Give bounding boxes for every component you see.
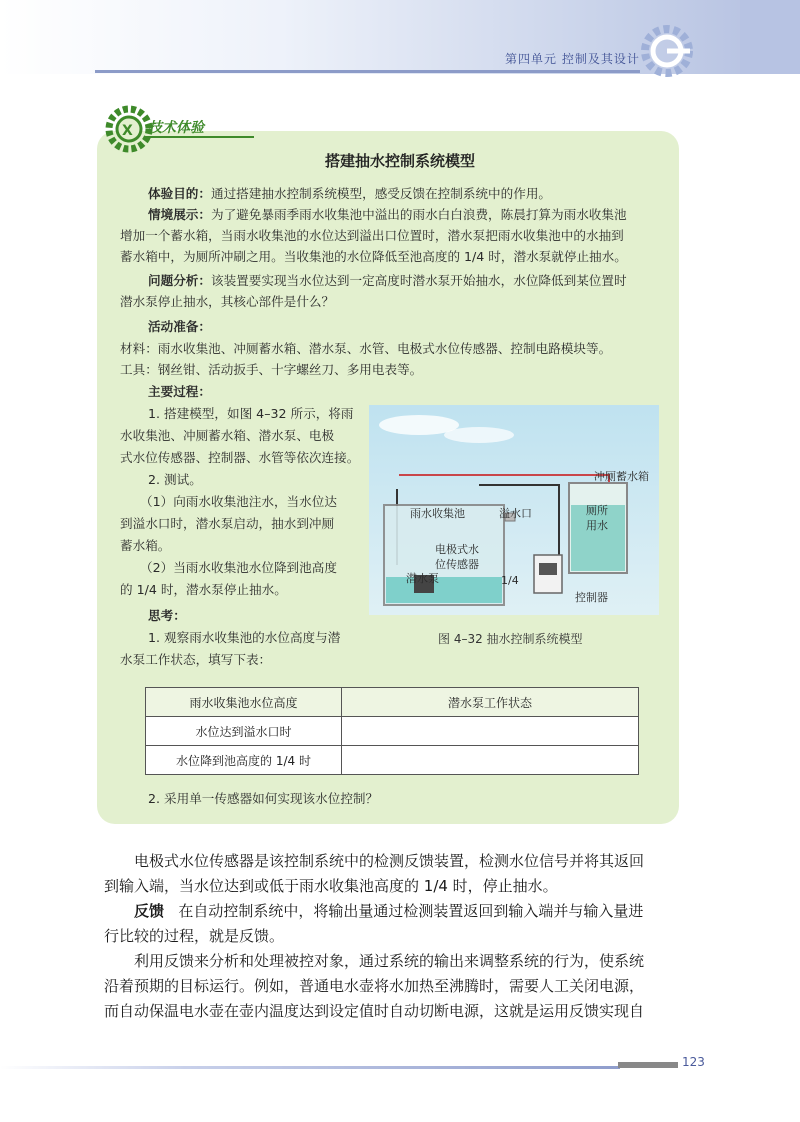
table-cell: 水位降到池高度的 1/4 时 xyxy=(146,746,342,775)
table-row xyxy=(146,746,639,775)
observation-table xyxy=(145,687,639,775)
table-header-row xyxy=(146,688,639,717)
step2-1-line-2: 到溢水口时，潜水泵启动，抽水到冲厕 xyxy=(120,516,335,531)
materials-line: 材料：雨水收集池、冲厕蓄水箱、潜水泵、水管、电极式水位传感器、控制电路模块等。 xyxy=(120,341,612,356)
scene-line-2: 增加一个蓄水箱，当雨水收集池的水位达到溢出口位置时，潜水泵把雨水收集池中的水抽到 xyxy=(120,228,624,243)
tools-line: 工具：钢丝钳、活动扳手、十字螺丝刀、多用电表等。 xyxy=(120,362,423,377)
step2-1-line-1: （1）向雨水收集池注水，当水位达 xyxy=(140,494,337,509)
table-header: 雨水收集池水位高度 xyxy=(146,688,342,717)
think2-line: 2. 采用单一传感器如何实现该水位控制？ xyxy=(148,791,379,806)
label-pump: 潜水泵 xyxy=(406,572,439,585)
header-rule xyxy=(95,70,640,73)
table-row xyxy=(146,717,639,746)
logo-label: 技术体验 xyxy=(148,120,204,136)
purpose-text: 通过搭建抽水控制系统模型，感受反馈在控制系统中的作用。 xyxy=(210,186,551,201)
step1-line-2: 水收集池、冲厕蓄水箱、潜水泵、电极 xyxy=(120,428,335,443)
scene-line-1 xyxy=(148,204,627,225)
gear-icon xyxy=(636,20,698,82)
label-quarter: 1/4 xyxy=(501,574,519,587)
label-rain-pool: 雨水收集池 xyxy=(410,507,465,520)
scene-text-1: 为了避免暴雨季雨水收集池中溢出的雨水白白浪费，陈晨打算为雨水收集池 xyxy=(210,207,627,222)
label-toilet-water: 厕所用水 xyxy=(586,504,608,532)
label-sensor: 电极式水位传感器 xyxy=(435,543,479,571)
think-label: 思考： xyxy=(148,608,186,623)
unit-title: 第四单元 控制及其设计 xyxy=(505,52,640,66)
body-p1-line-1: 电极式水位传感器是该控制系统中的检测反馈装置，检测水位信号并将其返回 xyxy=(134,852,645,870)
scene-label: 情境展示： xyxy=(148,207,211,222)
problem-line-1 xyxy=(148,270,627,291)
header-corner-block xyxy=(740,0,800,74)
activity-title: 搭建抽水控制系统模型 xyxy=(324,152,475,170)
label-toilet-tank: 冲厕蓄水箱 xyxy=(594,470,649,483)
body-p2-line-1 xyxy=(134,899,643,924)
problem-label: 问题分析： xyxy=(148,273,211,288)
step2-2-line-1: （2）当雨水收集池水位降到池高度 xyxy=(140,560,337,575)
table-cell-empty xyxy=(342,746,639,775)
svg-text:X: X xyxy=(122,123,133,139)
label-overflow: 溢水口 xyxy=(499,507,532,520)
label-controller: 控制器 xyxy=(575,591,608,604)
term-feedback: 反馈 xyxy=(134,902,165,920)
table-cell-empty xyxy=(342,717,639,746)
step2-1-line-3: 蓄水箱。 xyxy=(120,538,171,553)
footer-rule xyxy=(0,1066,620,1069)
problem-line-2: 潜水泵停止抽水，其核心部件是什么？ xyxy=(120,294,335,309)
figure-caption: 图 4–32 抽水控制系统模型 xyxy=(438,632,583,646)
scene-line-3: 蓄水箱中，为厕所冲刷之用。当收集池的水位降低至池高度的 1/4 时，潜水泵就停止抽水。 xyxy=(120,249,627,264)
body-p3-line-1: 利用反馈来分析和处理被控对象，通过系统的输出来调整系统的行为，使系统 xyxy=(134,952,645,970)
think1-line-1: 1. 观察雨水收集池的水位高度与潜 xyxy=(148,630,341,645)
footer-marker xyxy=(618,1062,678,1068)
prep-label: 活动准备： xyxy=(148,319,211,334)
think1-line-2: 水泵工作状态，填写下表： xyxy=(120,652,272,667)
process-label: 主要过程： xyxy=(148,384,211,399)
problem-text-1: 该装置要实现当水位达到一定高度时潜水泵开始抽水，水位降低到某位置时 xyxy=(210,273,627,288)
body-p1-line-2: 到输入端，当水位达到或低于雨水收集池高度的 1/4 时，停止抽水。 xyxy=(104,877,558,895)
step2-2-line-2: 的 1/4 时，潜水泵停止抽水。 xyxy=(120,582,287,597)
body-p2-text: 在自动控制系统中，将输出量通过检测装置返回到输入端并与输入量进 xyxy=(178,902,644,920)
purpose-line xyxy=(148,183,551,204)
body-p3-line-2: 沿着预期的目标运行。例如，普通电水壶将水加热至沸腾时，需要人工关闭电源， xyxy=(104,977,645,995)
step1-line-3: 式水位传感器、控制器、水管等依次连接。 xyxy=(120,450,360,465)
page-number: 123 xyxy=(682,1055,705,1069)
table-header: 潜水泵工作状态 xyxy=(342,688,639,717)
purpose-label: 体验目的： xyxy=(148,186,211,201)
table-cell: 水位达到溢水口时 xyxy=(146,717,342,746)
body-p2-line-2: 行比较的过程，就是反馈。 xyxy=(104,927,285,945)
step1-line-1: 1. 搭建模型，如图 4–32 所示，将雨 xyxy=(148,406,354,421)
body-p3-line-3: 而自动保温电水壶在壶内温度达到设定值时自动切断电源，这就是运用反馈实现自 xyxy=(104,1002,645,1020)
step2-line: 2. 测试。 xyxy=(148,472,202,487)
